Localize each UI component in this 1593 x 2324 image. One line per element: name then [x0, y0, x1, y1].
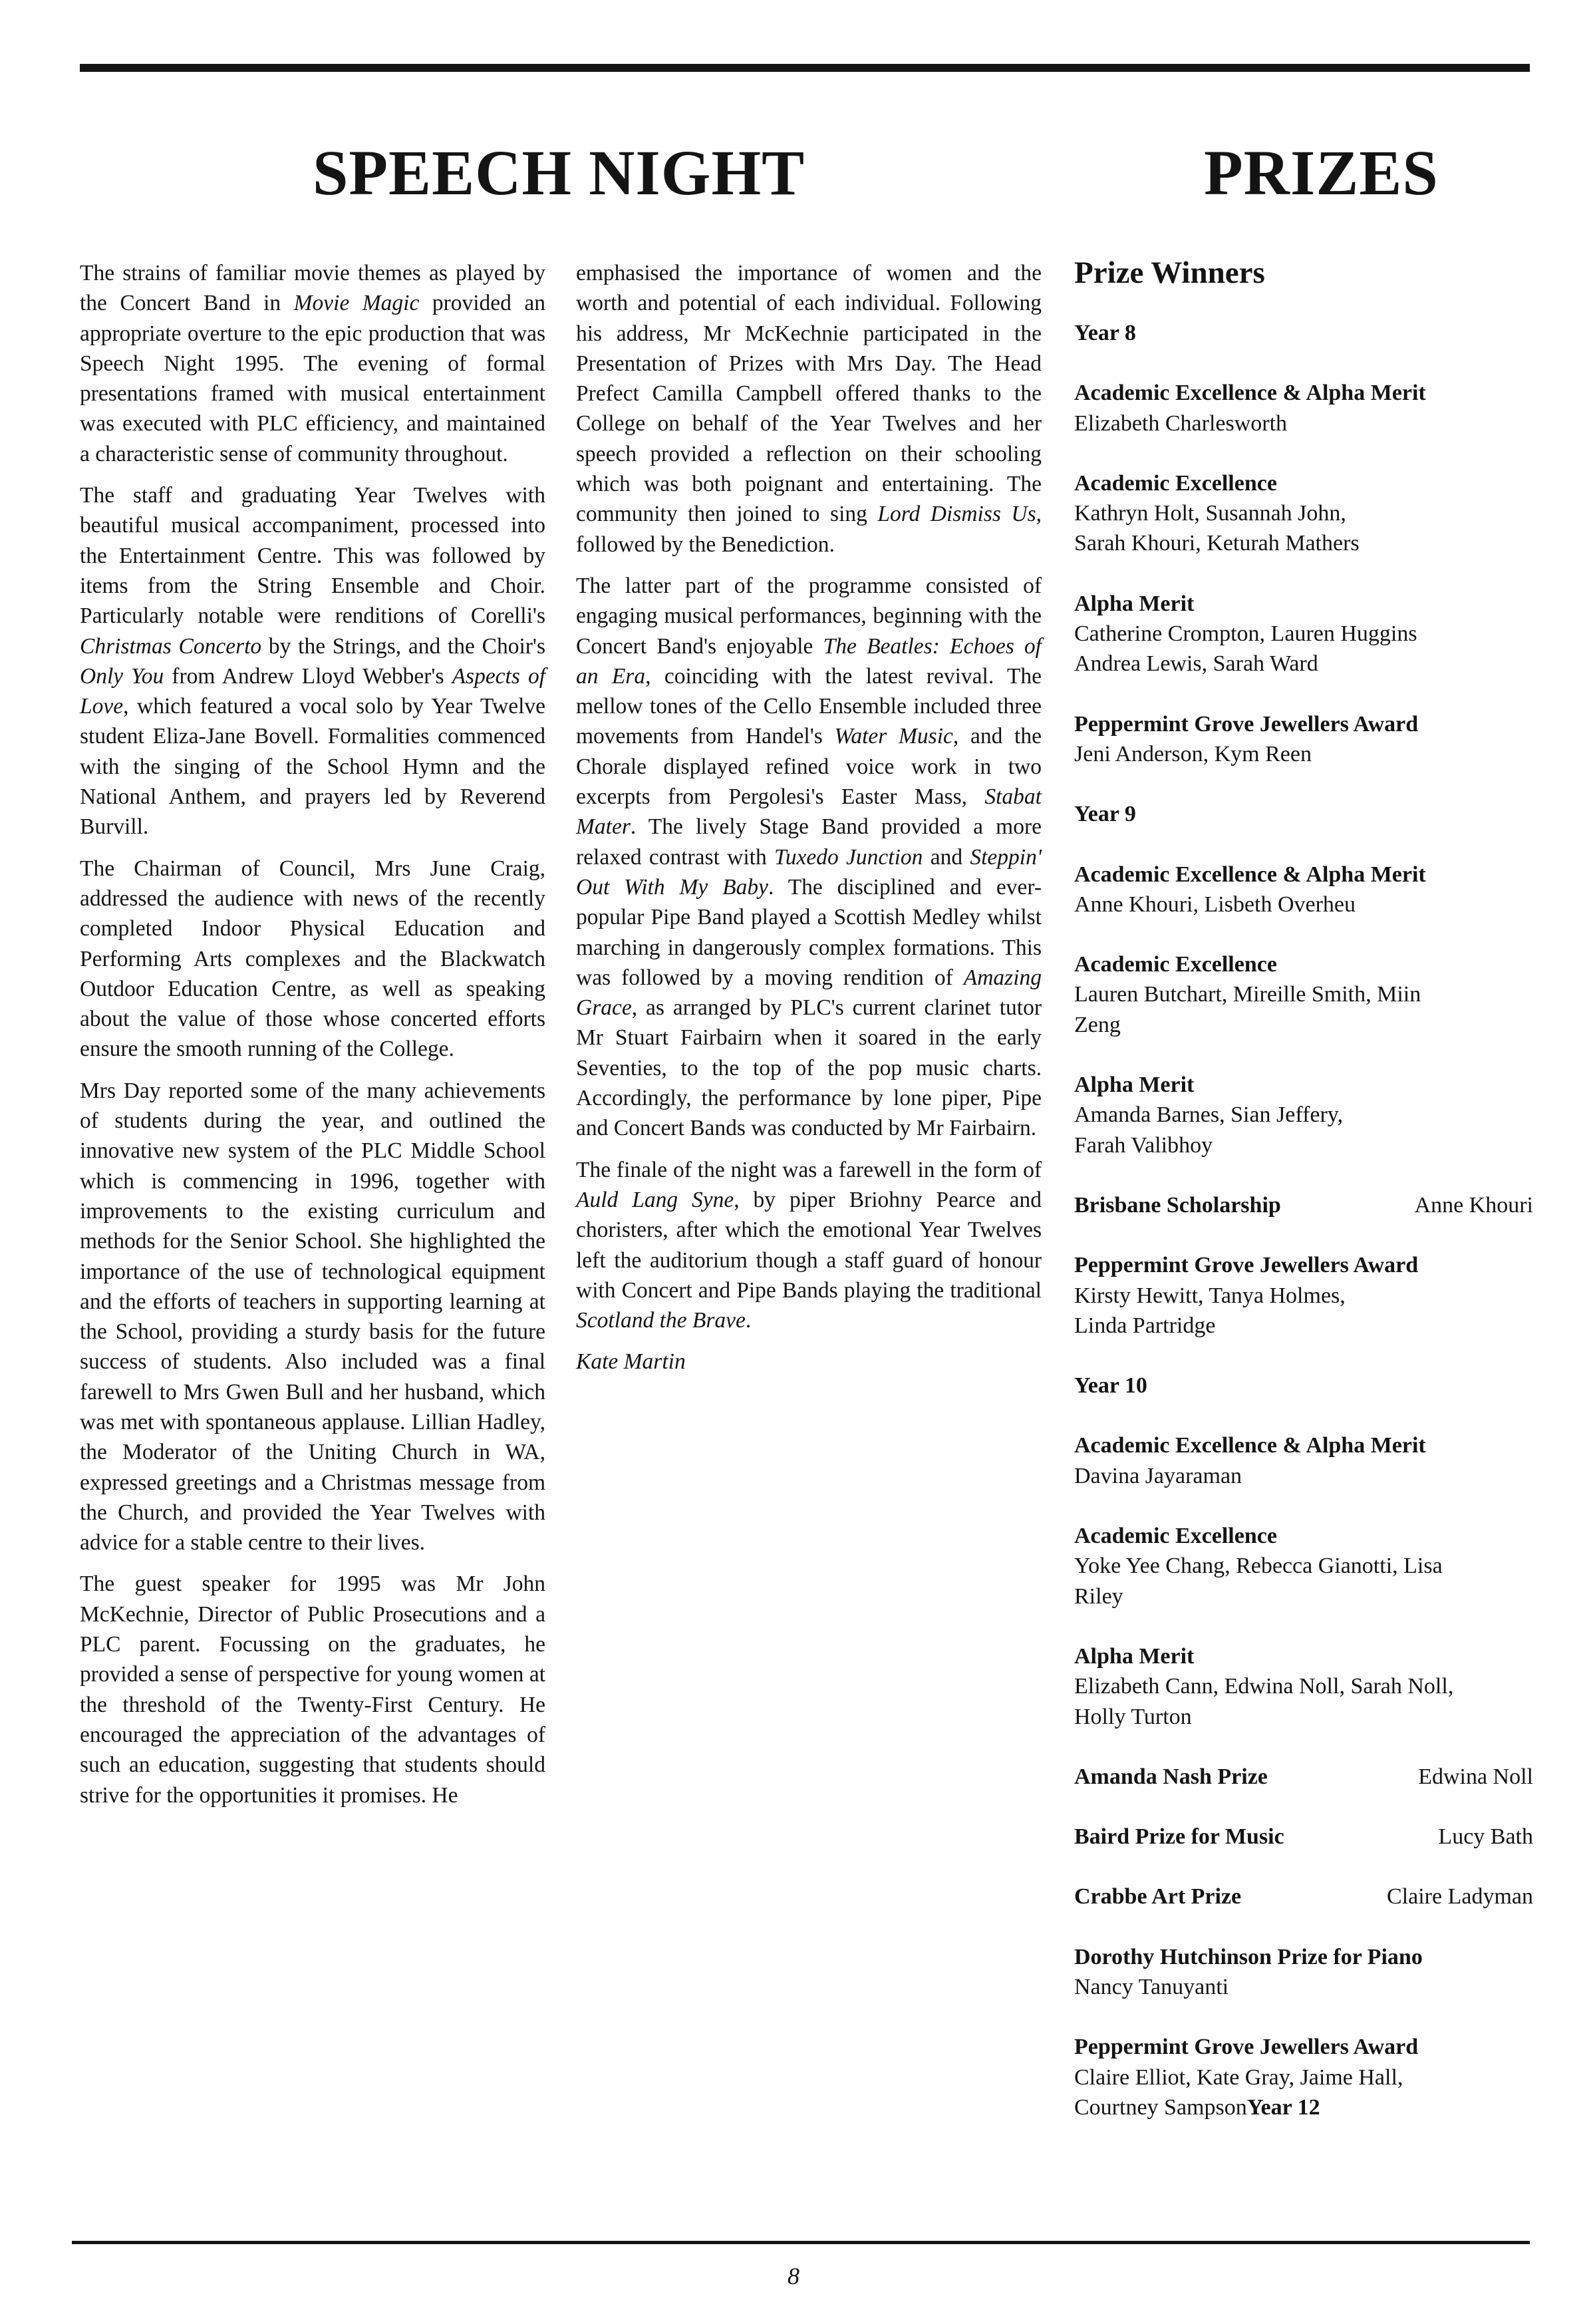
paragraph-3: The Chairman of Council, Mrs June Craig, addressed the audience with news of the recently completed Indoor Physical Education and Performing Arts complexes and the Blackwatch Outdoor Education Centre, as well as speaking about the value of those whose concerted efforts ensure the smooth running of the College. — [80, 856, 545, 1062]
prize-winners-heading: Prize Winners — [1074, 255, 1265, 290]
prize-block — [1074, 860, 1533, 920]
winner-names: Kathryn Holt, Susannah John, — [1074, 501, 1346, 526]
prize-label: Dorothy Hutchinson Prize for Piano — [1074, 1944, 1423, 1969]
winner-name: Claire Ladyman — [1387, 1884, 1533, 1909]
prize-row — [1074, 1190, 1533, 1220]
prize-label: Alpha Merit — [1074, 1643, 1195, 1669]
winner-names: Kirsty Hewitt, Tanya Holmes, — [1074, 1283, 1346, 1308]
prize-label: Baird Prize for Music — [1074, 1824, 1284, 1850]
prize-label: Alpha Merit — [1074, 1073, 1195, 1098]
prize-block — [1074, 1070, 1533, 1160]
winner-names: Lauren Butchart, Mireille Smith, Miin — [1074, 982, 1421, 1007]
winner-names: Elizabeth Charlesworth — [1074, 411, 1288, 436]
winner-names: Davina Jayaraman — [1074, 1463, 1242, 1488]
prize-block — [1074, 949, 1533, 1040]
prize-label: Peppermint Grove Jewellers Award — [1074, 2035, 1419, 2060]
paragraph-4: Mrs Day reported some of the many achievements of students during the year, and outlined the innovative new system of the PLC Middle School which is commencing in 1996, together with improvements to the existing curriculum and methods for the Senior School. She highlighted the importance of the use of technological equipment and the efforts of teachers in supporting learning at the School, providing a sturdy basis for the future success of students. Also included was a final farewell to Mrs Gwen Bull and her husband, which was met with spontaneous applause. Lillian Hadley, the Moderator of the Uniting Church in WA, expressed greetings and a Christmas message from the Church, and provided the Year Twelves with advice for a stable centre to their lives. — [80, 1078, 545, 1556]
prize-label: Brisbane Scholarship — [1074, 1192, 1281, 1218]
prize-label: Academic Excellence & Alpha Merit — [1074, 862, 1426, 887]
winner-name: Lucy Bath — [1438, 1824, 1533, 1850]
section-title-prizes: PRIZES — [1204, 137, 1439, 208]
winner-names: Farah Valibhoy — [1074, 1132, 1213, 1158]
winner-names: Amanda Barnes, Sian Jeffery, — [1074, 1102, 1344, 1128]
winner-names: Holly Turton — [1074, 1704, 1192, 1729]
winner-names: Zeng — [1074, 1012, 1121, 1037]
paragraph-1: The strains of familiar movie themes as played by the Concert Band in Movie Magic provided an appropriate overture to the epic production that was Speech Night 1995. The evening of formal presentations framed with musical entertainment was executed with PLC efficiency, and maintained a characteristic sense of community throughout. — [80, 261, 545, 466]
winner-names: Elizabeth Cann, Edwina Noll, Sarah Noll, — [1074, 1674, 1454, 1699]
paragraph-7: The latter part of the programme consisted of engaging musical performances, beginning with the Concert Band's enjoyable The Beatles: Echoes of an Era, coinciding with the latest revival. The mellow tones of the Cello Ensemble included three movements from Handel's Water Music, and the Chorale displayed refined voice work in two excerpts from Pergolesi's Easter Mass, Stabat Mater. The lively Stage Band provided a more relaxed contrast with Tuxedo Junction and Steppin' Out With My Baby. The disciplined and ever-popular Pipe Band played a Scottish Medley whilst marching in dangerously complex formations. This was followed by a moving rendition of Amazing Grace, as arranged by PLC's current clarinet tutor Mr Stuart Fairbairn when it soared in the early Seventies, to the top of the pop music charts. Accordingly, the performance by lone piper, Pipe and Concert Bands was conducted by Mr Fairbairn. — [576, 573, 1042, 1141]
winner-names: Riley — [1074, 1583, 1123, 1609]
winner-names: Catherine Crompton, Lauren Huggins — [1074, 621, 1417, 647]
prize-block — [1074, 1250, 1533, 1341]
prize-block — [1074, 2032, 1533, 2122]
prize-block — [1074, 1942, 1533, 2003]
prize-block — [1074, 1430, 1533, 1491]
paragraph-8: The finale of the night was a farewell in the form of Auld Lang Syne, by piper Briohny Pearce and choristers, after which the emotional Year Twelves left the auditorium though a staff guard of honour with Concert and Pipe Bands playing the traditional Scotland the Brave. — [576, 1157, 1042, 1333]
prize-label: Academic Excellence & Alpha Merit — [1074, 1433, 1426, 1458]
article-column-2 — [576, 258, 1042, 1377]
paragraph-2: The staff and graduating Year Twelves with beautiful musical accompaniment, processed into the Entertainment Centre. This was followed by items from the String Ensemble and Choir. Particularly notable were renditions of Corelli's Christmas Concerto by the Strings, and the Choir's Only You from Andrew Lloyd Webber's Aspects of Love, which featured a vocal solo by Year Twelve student Eliza-Jane Bovell. Formalities commenced with the singing of the School Hymn and the National Anthem, and prayers led by Reverend Burvill. — [80, 483, 546, 840]
prize-row — [1074, 1822, 1533, 1852]
prize-label: Peppermint Grove Jewellers Award — [1074, 1253, 1419, 1278]
prize-block — [1074, 378, 1533, 438]
prize-label: Academic Excellence — [1074, 1524, 1277, 1549]
winner-names: Claire Elliot, Kate Gray, Jaime Hall, — [1074, 2065, 1403, 2090]
winner-names: Linda Partridge — [1074, 1313, 1216, 1338]
bottom-rule — [72, 2241, 1530, 2244]
winner-names: Anne Khouri, Lisbeth Overheu — [1074, 892, 1356, 917]
winner-names: Andrea Lewis, Sarah Ward — [1074, 651, 1318, 677]
prize-row — [1074, 1762, 1533, 1792]
prize-row — [1074, 1882, 1533, 1911]
winner-name: Edwina Noll — [1418, 1764, 1533, 1789]
prize-block — [1074, 709, 1533, 770]
page-title: SPEECH NIGHT — [313, 137, 805, 208]
page-number: 8 — [788, 2263, 799, 2289]
winner-names: Jeni Anderson, Kym Reen — [1074, 741, 1312, 766]
prize-label: Alpha Merit — [1074, 591, 1195, 616]
winner-names: Yoke Yee Chang, Rebecca Gianotti, Lisa — [1074, 1554, 1443, 1579]
year-10-heading: Year 10 — [1074, 1373, 1147, 1399]
prize-label: Academic Excellence & Alpha Merit — [1074, 381, 1426, 406]
paragraph-6: emphasised the importance of women and the worth and potential of each individual. Following his address, Mr McKechnie participated in the Presentation of Prizes with Mrs Day. The Head Prefect Camilla Campbell offered thanks to the College on behalf of the Year Twelves and her speech provided a reflection on their schooling which was both poignant and entertaining. The community then joined to sing Lord Dismiss Us, followed by the Benediction. — [576, 261, 1042, 557]
prize-label: Academic Excellence — [1074, 470, 1277, 496]
year-9-heading: Year 9 — [1074, 802, 1136, 827]
prize-label: Peppermint Grove Jewellers Award — [1074, 711, 1419, 737]
winner-names: Sarah Khouri, Keturah Mathers — [1074, 531, 1360, 556]
prize-label: Academic Excellence — [1074, 952, 1277, 977]
winner-names: Courtney SampsonYear 12 — [1074, 2094, 1320, 2120]
year-8-heading: Year 8 — [1074, 321, 1136, 345]
top-rule — [80, 64, 1530, 72]
winner-names: Nancy Tanuyanti — [1074, 1974, 1229, 1999]
prize-list — [1074, 253, 1533, 2152]
prize-block — [1074, 1521, 1533, 1611]
article-column-1 — [80, 258, 545, 1822]
paragraph-5: The guest speaker for 1995 was Mr John McKechnie, Director of Public Prosecutions and a PLC parent. Focussing on the graduates, he provided a sense of perspective for young women at the threshold of the Twenty-First Century. He encouraged the appreciation of the advantages of such an education, suggesting that students should strive for the opportunities it promises. He — [80, 1572, 545, 1808]
author-byline: Kate Martin — [576, 1349, 686, 1375]
prize-block — [1074, 1641, 1533, 1732]
winner-name: Anne Khouri — [1414, 1192, 1533, 1218]
prize-label: Crabbe Art Prize — [1074, 1884, 1242, 1909]
prize-block — [1074, 468, 1533, 559]
prize-label: Amanda Nash Prize — [1074, 1764, 1268, 1789]
prize-block — [1074, 589, 1533, 679]
year-12-heading: Year 12 — [1246, 2094, 1320, 2120]
